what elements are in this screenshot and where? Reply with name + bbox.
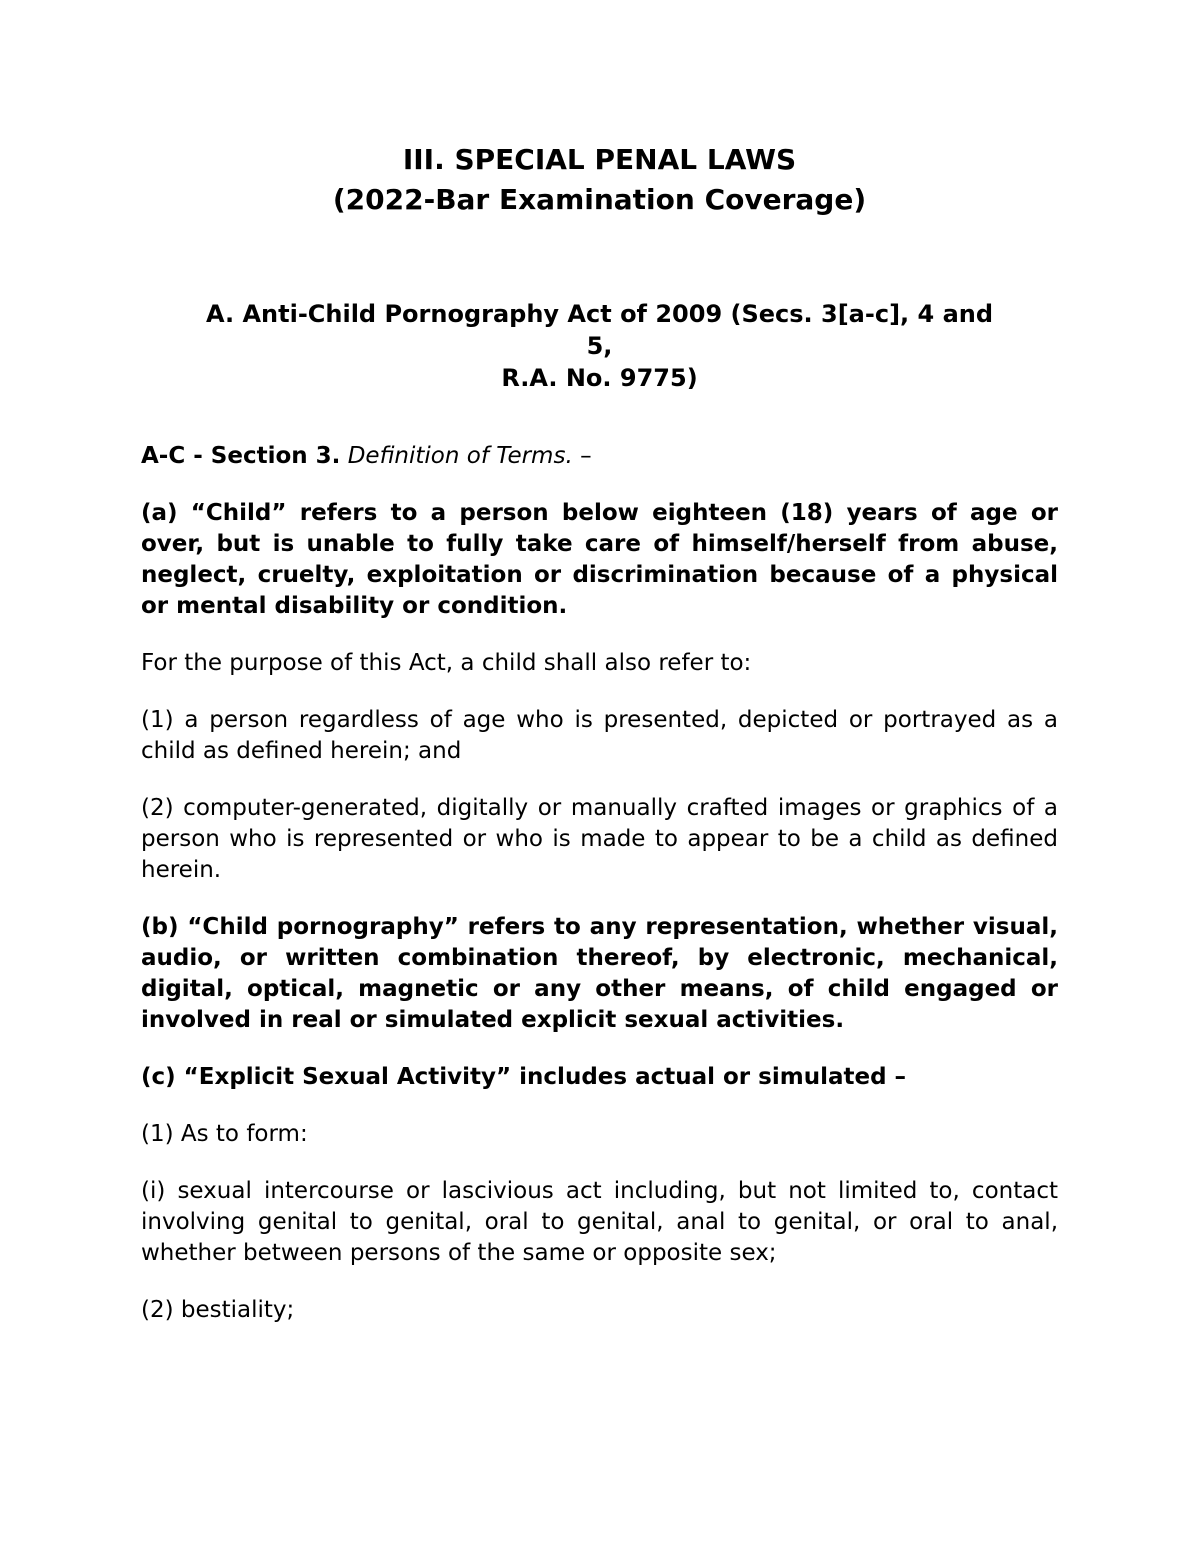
form-item-i: (i) sexual intercourse or lascivious act including, but not limited to, contact involving genital to genital, oral to genital, anal to genital, or oral to anal, whether between persons of the same or opposite sex; [141, 1178, 1058, 1266]
document-title [141, 140, 1058, 220]
section-label: A-C - Section 3. [141, 443, 341, 469]
act-heading-line-3: R.A. No. 9775) [501, 364, 698, 392]
definition-child-pornography: (b) “Child pornography” refers to any representation, whether visual, audio, or written combination thereof, by electronic, mechanical, digital, optical, magnetic or any other means, of child engaged or involved in real or simulated explicit sexual activities. [141, 914, 1058, 1033]
act-heading [141, 298, 1058, 394]
section-dash: – [580, 443, 592, 469]
child-item-1: (1) a person regardless of age who is presented, depicted or portrayed as a child as defined herein; and [141, 707, 1058, 764]
child-item-2: (2) computer-generated, digitally or manually crafted images or graphics of a person who is represented or who is made to appear to be a child as defined herein. [141, 795, 1058, 883]
bestiality-item: (2) bestiality; [141, 1297, 295, 1323]
section-title: Definition of Terms. [347, 443, 573, 469]
act-heading-line-1: A. Anti-Child Pornography Act of 2009 (Secs. 3[a-c], 4 and [205, 300, 994, 328]
definition-child: (a) “Child” refers to a person below eighteen (18) years of age or over, but is unable to fully take care of himself/herself from abuse, neglect, cruelty, exploitation or discrimination because of a physical or mental disability or condition. [141, 500, 1058, 619]
title-line-1: III. SPECIAL PENAL LAWS [402, 143, 797, 176]
purpose-paragraph: For the purpose of this Act, a child shall also refer to: [141, 650, 752, 676]
act-heading-line-2: 5, [586, 332, 613, 360]
section-heading [141, 440, 1058, 472]
title-line-2: (2022-Bar Examination Coverage) [332, 183, 867, 216]
form-heading: (1) As to form: [141, 1121, 308, 1147]
document-page [141, 140, 1058, 1326]
definition-explicit-sexual-activity: (c) “Explicit Sexual Activity” includes actual or simulated – [141, 1064, 907, 1090]
